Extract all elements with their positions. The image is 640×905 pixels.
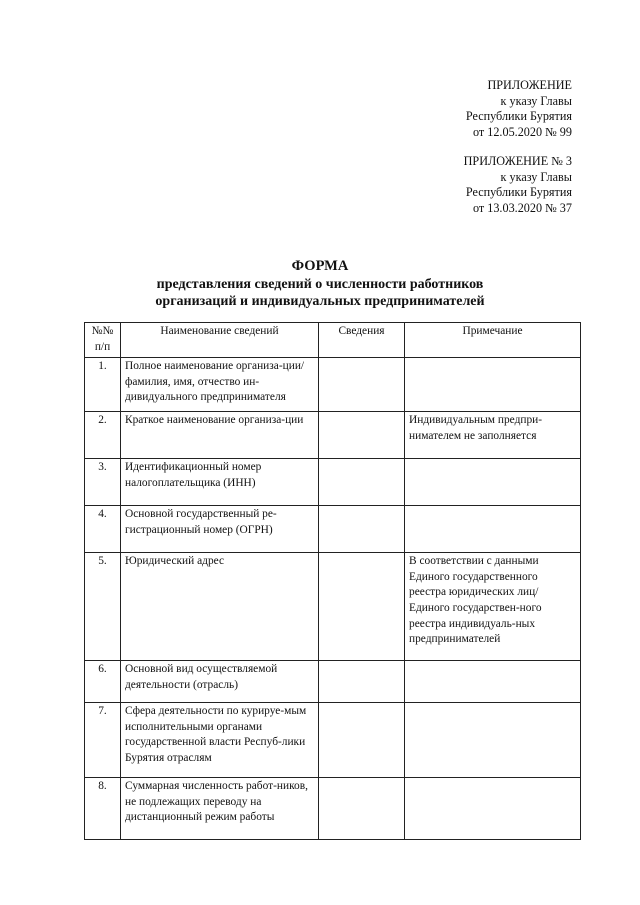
row-note [405,661,581,703]
form-title-heading: ФОРМА [291,258,349,274]
table-row [85,778,581,840]
row-info-field[interactable] [319,506,405,553]
row-info-field[interactable] [319,459,405,506]
row-name: Юридический адрес [121,553,319,661]
row-note [405,459,581,506]
row-name: Идентификационный номер налогоплательщика (ИНН) [121,459,319,506]
row-number: 5. [85,553,121,661]
appendix-2-line: ПРИЛОЖЕНИЕ № 3 [463,154,572,168]
row-name: Основной государственный ре-гистрационный номер (ОГРН) [121,506,319,553]
row-note [405,703,581,778]
row-info-field[interactable] [319,661,405,703]
table-row [85,661,581,703]
row-number: 3. [85,459,121,506]
row-info-field[interactable] [319,412,405,459]
header-info: Сведения [319,323,405,358]
row-number: 1. [85,358,121,412]
form-title-subheading: организаций и индивидуальных предпринимателей [155,294,485,309]
row-number: 4. [85,506,121,553]
row-name: Полное наименование организа-ции/фамилия, имя, отчество ин-дивидуального предпринимателя [121,358,319,412]
form-table [84,322,581,840]
row-number: 6. [85,661,121,703]
table-row [85,459,581,506]
appendix-1-line: к указу Главы [500,93,572,108]
table-row [85,506,581,553]
appendix-block-2 [464,154,572,216]
row-info-field[interactable] [319,703,405,778]
header-note: Примечание [405,323,581,358]
appendix-1-line: от 12.05.2020 № 99 [472,124,572,139]
appendix-block-1 [466,78,572,140]
row-info-field[interactable] [319,778,405,840]
appendix-2-line: Республики Бурятия [465,185,572,200]
row-info-field[interactable] [319,553,405,661]
form-title-subheading: представления сведений о численности работников [156,276,484,292]
row-note: В соответствии с данными Единого государственного реестра юридических лиц/Единого государствен-ного реестра индивидуаль-ных предпринимателей [405,553,581,661]
row-name: Суммарная численность работ-ников, не подлежащих переводу на дистанционный режим работы [121,778,319,840]
row-note [405,506,581,553]
table-row [85,553,581,661]
form-title [0,258,640,311]
row-number: 7. [85,703,121,778]
row-number: 2. [85,412,121,459]
table-row [85,412,581,459]
row-info-field[interactable] [319,358,405,412]
appendix-1-line: ПРИЛОЖЕНИЕ [487,78,572,92]
row-note [405,778,581,840]
row-name: Сфера деятельности по курируе-мым исполнительными органами государственной власти Респуб-лики Бурятия отраслям [121,703,319,778]
table-row [85,358,581,412]
row-name: Краткое наименование организа-ции [121,412,319,459]
row-name: Основной вид осуществляемой деятельности (отрасль) [121,661,319,703]
table-row [85,703,581,778]
appendix-2-line: от 13.03.2020 № 37 [472,200,572,215]
table-header-row [85,323,581,358]
row-number: 8. [85,778,121,840]
row-note [405,358,581,412]
header-number: №№ п/п [85,323,121,358]
header-name: Наименование сведений [121,323,319,358]
appendix-2-line: к указу Главы [500,169,572,184]
row-note: Индивидуальным предпри-нимателем не заполняется [405,412,581,459]
appendix-1-line: Республики Бурятия [465,109,572,124]
